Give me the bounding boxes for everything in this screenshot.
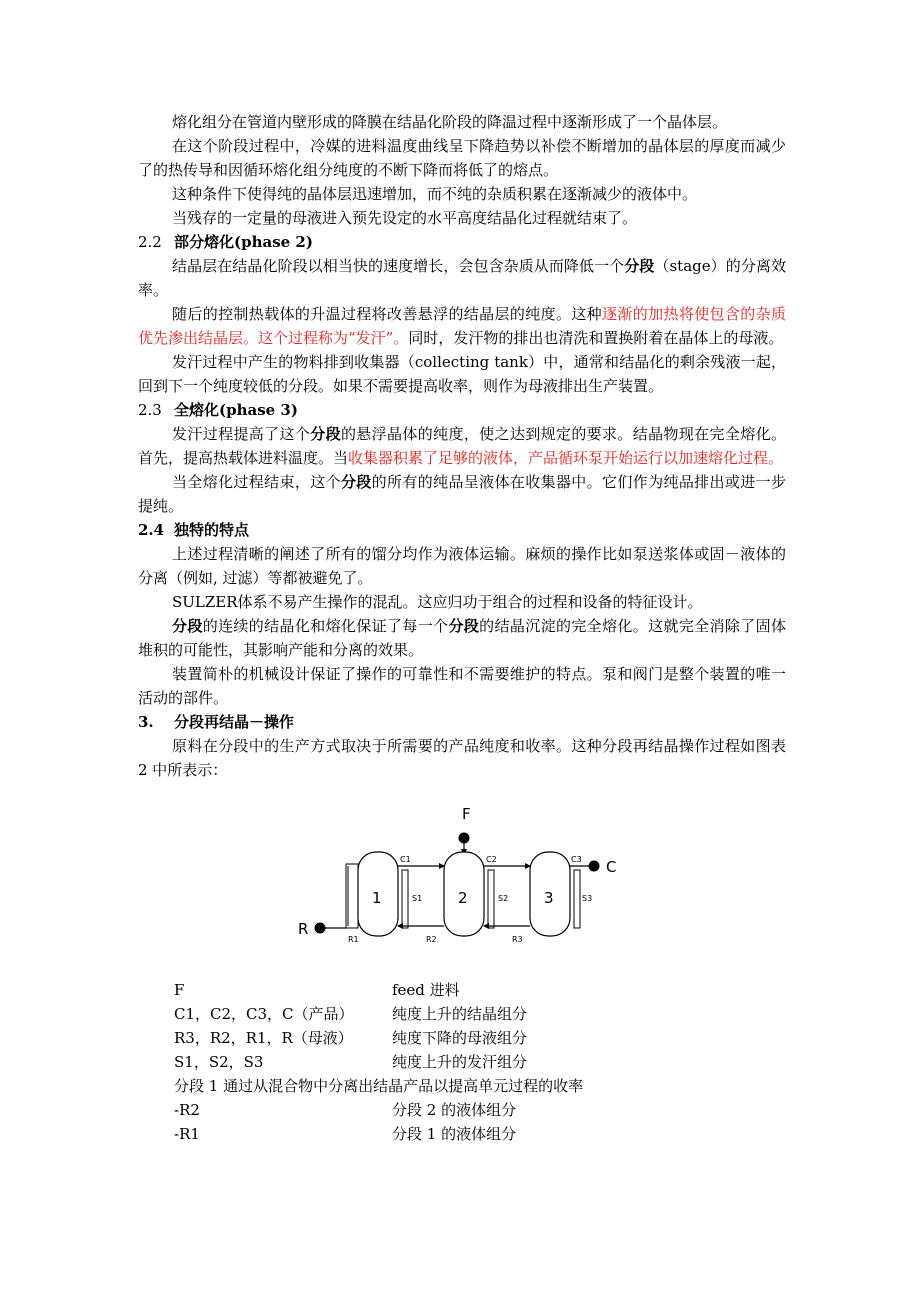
bold-term: 分段 <box>448 617 480 635</box>
legend-value: 分段 1 的液体组分 <box>392 1125 517 1143</box>
highlighted-text: 逐渐的加热将使包含的杂质优先渗出结晶层。这个过程称为“发汗”。 <box>138 305 786 347</box>
product-label: C <box>606 858 616 876</box>
section-heading-2-2 <box>138 230 786 254</box>
text-run: 随后的控制热载体的升温过程将改善悬浮的结晶层的纯度。这种 <box>172 305 603 323</box>
process-diagram <box>138 786 786 976</box>
s-label: S3 <box>582 894 593 903</box>
text-run: 的悬浮晶体的纯度，使之达到规定的要求。结晶物现在完全熔化。首先，提高热载体进料温度。当 <box>138 425 786 467</box>
vessel-label: 1 <box>372 889 382 907</box>
feed-node-icon <box>459 833 470 844</box>
legend-key: F <box>174 981 185 999</box>
legend-key: -R1 <box>174 1125 200 1143</box>
paragraph-3: 这种条件下使得纯的晶体层迅速增加，而不纯的杂质积累在逐渐减少的液体中。 <box>172 185 698 203</box>
text-run: 当全熔化过程结束，这个 <box>172 473 341 491</box>
section-number: 2.4 <box>138 521 165 539</box>
paragraph-11: SULZER体系不易产生操作的混乱。这应归功于组合的过程和设备的特征设计。 <box>172 593 703 611</box>
text-run: 同时，发汗物的排出也清洗和置换附着在晶体上的母液。 <box>408 329 784 347</box>
legend-row <box>138 1098 786 1122</box>
section-number: 2.3 <box>138 401 162 419</box>
text-run: 发汗过程提高了这个 <box>172 425 311 443</box>
legend-value: 纯度上升的发汗组分 <box>392 1053 528 1071</box>
legend-value: feed 进料 <box>392 981 460 999</box>
legend-key: -R2 <box>174 1101 200 1119</box>
section-number: 3. <box>138 713 154 731</box>
paragraph-5 <box>138 254 786 302</box>
sweat-loop-3 <box>574 870 580 928</box>
legend-row <box>138 1026 786 1050</box>
c-label: C2 <box>486 855 497 864</box>
section-heading-2-4 <box>138 518 786 542</box>
s-label: S1 <box>412 894 423 903</box>
bold-term: 分段 <box>340 473 372 491</box>
section-title: 分段再结晶－操作 <box>174 713 295 731</box>
legend-row <box>138 978 786 1002</box>
legend-row <box>138 1122 786 1146</box>
section-title: 独特的特点 <box>174 521 250 539</box>
legend-key: R3，R2，R1，R（母液） <box>174 1029 353 1047</box>
paragraph-2: 在这个阶段过程中，冷媒的进料温度曲线呈下降趋势以补偿不断增加的晶体层的厚度而减少了的热传导和因循环熔化组分纯度的不断下降而将低了的熔点。 <box>138 137 786 179</box>
section-heading-3 <box>138 710 786 734</box>
paragraph-12 <box>138 614 786 662</box>
sweat-loop-2 <box>488 870 494 928</box>
bold-term: 分段 <box>172 617 203 635</box>
section-number: 2.2 <box>138 233 162 251</box>
legend-key: S1，S2，S3 <box>174 1053 264 1071</box>
legend-key: C1，C2，C3，C（产品） <box>174 1005 354 1023</box>
c-label: C3 <box>571 855 582 864</box>
vessel-label: 3 <box>544 889 554 907</box>
text-run: 的结晶沉淀的完全熔化。这就完全消除了固体堆积的可能性，其影响产能和分离的效果。 <box>138 617 786 659</box>
diagram-legend <box>138 978 786 1146</box>
sweat-loop-1 <box>402 870 408 928</box>
paragraph-6 <box>138 302 786 350</box>
text-run: 的连续的结晶化和熔化保证了每一个 <box>202 617 449 635</box>
paragraph-8 <box>138 422 786 470</box>
vessel-label: 2 <box>458 889 468 907</box>
r-label: R1 <box>348 935 359 944</box>
residue-node-icon <box>315 923 326 934</box>
residue-label: R <box>298 920 309 938</box>
text-run: 结晶层在结晶化阶段以相当快的速度增长，会包含杂质从而降低一个 <box>172 257 625 275</box>
legend-row <box>138 1002 786 1026</box>
product-node-icon <box>589 861 600 872</box>
r-label: R2 <box>426 935 437 944</box>
paragraph-4: 当残存的一定量的母液进入预先设定的水平高度结晶化过程就结束了。 <box>172 209 638 227</box>
legend-row <box>138 1050 786 1074</box>
s-label: S2 <box>498 894 509 903</box>
legend-value: 纯度上升的结晶组分 <box>392 1005 528 1023</box>
paragraph-10: 上述过程清晰的阐述了所有的馏分均作为液体运输。麻烦的操作比如泵送浆体或固－液体的分离（例如, 过滤）等都被避免了。 <box>138 545 786 587</box>
legend-value: 分段 2 的液体组分 <box>392 1101 517 1119</box>
text-run: 的所有的纯品呈液体在收集器中。它们作为纯品排出或进一步提纯。 <box>138 473 786 515</box>
paragraph-14: 原料在分段中的生产方式取决于所需要的产品纯度和收率。这种分段再结晶操作过程如图表 2 中所表示： <box>138 737 786 779</box>
bold-term: 分段 <box>624 257 655 275</box>
section-title: 部分熔化(phase 2) <box>174 233 313 251</box>
text-run: （stage）的分离效率。 <box>138 257 786 299</box>
stage-flow-diagram <box>276 786 616 976</box>
bold-term: 分段 <box>310 425 341 443</box>
document-body <box>138 110 786 1146</box>
paragraph-7: 发汗过程中产生的物料排到收集器（collecting tank）中，通常和结晶化的剩余残液一起，回到下一个纯度较低的分段。如果不需要提高收率，则作为母液排出生产装置。 <box>138 353 786 395</box>
paragraph-13: 装置简朴的机械设计保证了操作的可靠性和不需要维护的特点。泵和阀门是整个装置的唯一活动的部件。 <box>138 665 786 707</box>
legend-value: 纯度下降的母液组分 <box>392 1029 528 1047</box>
feed-label: F <box>462 805 471 823</box>
legend-note: 分段 1 通过从混合物中分离出结晶产品以提高单元过程的收率 <box>174 1077 584 1095</box>
c-label: C1 <box>400 855 411 864</box>
r-label: R3 <box>512 935 523 944</box>
paragraph-1: 熔化组分在管道内壁形成的降膜在结晶化阶段的降温过程中逐渐形成了一个晶体层。 <box>172 113 728 131</box>
highlighted-text: 收集器积累了足够的液体，产品循环泵开始运行以加速熔化过程。 <box>348 449 784 467</box>
section-title: 全熔化(phase 3) <box>174 401 298 419</box>
paragraph-9 <box>138 470 786 518</box>
section-heading-2-3 <box>138 398 786 422</box>
